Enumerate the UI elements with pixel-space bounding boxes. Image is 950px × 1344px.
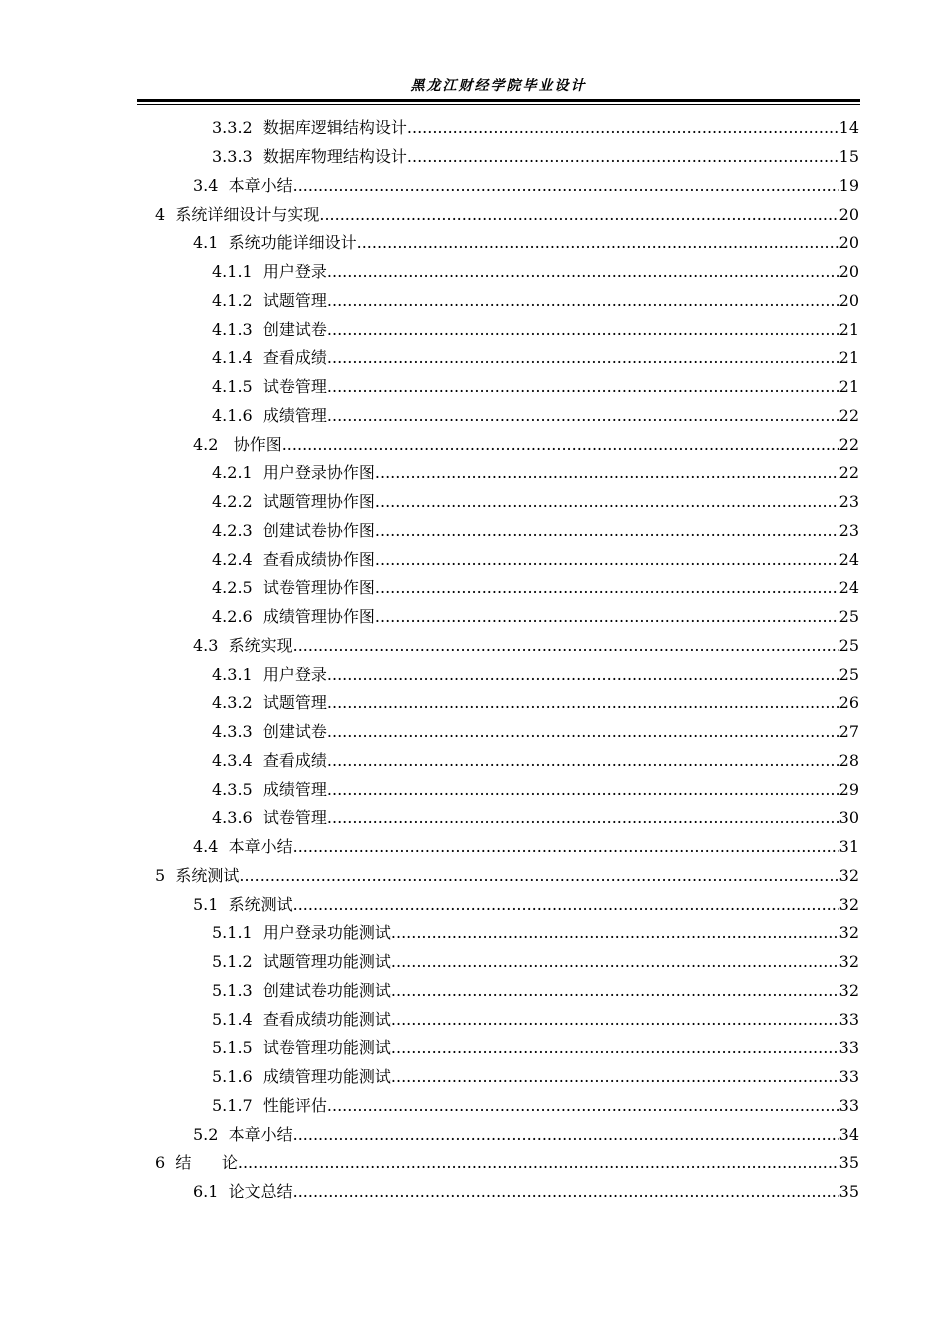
toc-entry[interactable] — [212, 603, 859, 632]
toc-dot-leader — [391, 977, 839, 1005]
toc-entry-page-number: 20 — [838, 233, 859, 253]
toc-entry[interactable] — [212, 545, 859, 574]
toc-dot-leader — [327, 1092, 839, 1120]
toc-entry[interactable] — [212, 1034, 859, 1063]
toc-dot-leader — [327, 373, 839, 401]
toc-entry-page-number: 15 — [838, 147, 859, 167]
toc-dot-leader — [391, 1006, 839, 1034]
toc-entry[interactable] — [212, 718, 859, 747]
toc-entry[interactable] — [212, 373, 859, 402]
toc-entry-label: 4.2.3 创建试卷协作图 — [212, 520, 375, 540]
toc-entry[interactable] — [212, 689, 859, 718]
header-title: 黑龙江财经学院毕业设计 — [410, 78, 587, 94]
toc-entry[interactable] — [212, 747, 859, 776]
toc-entry-page-number: 21 — [838, 377, 859, 397]
toc-entry[interactable] — [212, 143, 859, 172]
toc-entry-label: 5.1.3 创建试卷功能测试 — [212, 980, 391, 1000]
toc-dot-leader — [327, 747, 839, 775]
toc-entry[interactable] — [193, 632, 859, 661]
header-rule — [137, 99, 860, 102]
toc-entry-label: 5.1.1 用户登录功能测试 — [212, 923, 391, 943]
toc-entry[interactable] — [212, 488, 859, 517]
toc-entry[interactable] — [212, 517, 859, 546]
toc-entry-page-number: 23 — [838, 520, 859, 540]
toc-dot-leader — [327, 287, 839, 315]
toc-entry[interactable] — [212, 114, 859, 143]
toc-entry[interactable] — [212, 315, 859, 344]
toc-dot-leader — [293, 833, 839, 861]
toc-entry[interactable] — [212, 574, 859, 603]
toc-entry[interactable] — [212, 1092, 859, 1121]
toc-entry-label: 4.3.1 用户登录 — [212, 664, 327, 684]
toc-dot-leader — [293, 172, 839, 200]
toc-entry-page-number: 33 — [838, 1009, 859, 1029]
toc-dot-leader — [391, 1063, 839, 1091]
toc-entry-label: 5.1.4 查看成绩功能测试 — [212, 1009, 391, 1029]
toc-dot-leader — [293, 632, 839, 660]
toc-entry-page-number: 33 — [838, 1067, 859, 1087]
toc-entry-label: 4.1.2 试题管理 — [212, 290, 327, 310]
toc-entry-label: 6 结 论 — [155, 1153, 238, 1173]
toc-dot-leader — [327, 258, 839, 286]
toc-entry-page-number: 25 — [838, 635, 859, 655]
toc-dot-leader — [375, 488, 839, 516]
toc-entry-page-number: 35 — [838, 1182, 859, 1202]
toc-dot-leader — [327, 718, 839, 746]
toc-entry-page-number: 31 — [838, 837, 859, 857]
toc-entry[interactable] — [212, 660, 859, 689]
toc-entry-page-number: 33 — [838, 1095, 859, 1115]
toc-entry-label: 5.1.7 性能评估 — [212, 1095, 327, 1115]
toc-entry[interactable] — [212, 977, 859, 1006]
toc-entry-page-number: 20 — [838, 204, 859, 224]
toc-entry[interactable] — [212, 919, 859, 948]
toc-dot-leader — [375, 574, 839, 602]
toc-entry-label: 4.3.3 创建试卷 — [212, 722, 327, 742]
toc-dot-leader — [375, 546, 839, 574]
toc-entry-label: 4.2.1 用户登录协作图 — [212, 463, 375, 483]
toc-entry-label: 4.4 本章小结 — [193, 837, 293, 857]
toc-dot-leader — [391, 948, 839, 976]
toc-entry-label: 4.1.4 查看成绩 — [212, 348, 327, 368]
toc-entry[interactable] — [193, 833, 859, 862]
toc-entry[interactable] — [193, 1120, 859, 1149]
toc-entry-label: 4.1 系统功能详细设计 — [193, 233, 357, 253]
toc-entry-page-number: 32 — [838, 865, 859, 885]
toc-dot-leader — [391, 1034, 839, 1062]
toc-entry[interactable] — [193, 172, 859, 201]
toc-entry-label: 4.3 系统实现 — [193, 635, 293, 655]
toc-entry-page-number: 21 — [838, 319, 859, 339]
page-header — [137, 76, 860, 106]
toc-entry-page-number: 32 — [838, 923, 859, 943]
toc-entry[interactable] — [212, 402, 859, 431]
toc-entry[interactable] — [212, 287, 859, 316]
toc-entry-page-number: 14 — [838, 118, 859, 138]
toc-entry[interactable] — [212, 1005, 859, 1034]
toc-entry-label: 5.1 系统测试 — [193, 894, 293, 914]
toc-entry-label: 4.3.6 试卷管理 — [212, 808, 327, 828]
header-rule-thin — [137, 104, 860, 105]
toc-entry-page-number: 34 — [838, 1124, 859, 1144]
toc-entry-label: 3.4 本章小结 — [193, 175, 293, 195]
toc-entry-page-number: 22 — [838, 405, 859, 425]
toc-dot-leader — [327, 402, 839, 430]
toc-entry-page-number: 20 — [838, 262, 859, 282]
toc-entry-page-number: 24 — [838, 549, 859, 569]
toc-entry[interactable] — [212, 258, 859, 287]
toc-dot-leader — [327, 316, 839, 344]
toc-entry-label: 4.3.2 试题管理 — [212, 693, 327, 713]
toc-entry-label: 6.1 论文总结 — [193, 1182, 293, 1202]
toc-entry-label: 4.1.5 试卷管理 — [212, 377, 327, 397]
toc-entry-label: 4.3.4 查看成绩 — [212, 750, 327, 770]
toc-entry-label: 4.2 协作图 — [193, 434, 282, 454]
toc-dot-leader — [375, 459, 839, 487]
toc-dot-leader — [319, 201, 838, 229]
toc-entry-label: 5 系统测试 — [155, 865, 240, 885]
toc-entry-label: 4.1.6 成绩管理 — [212, 405, 327, 425]
toc-entry-label: 4.3.5 成绩管理 — [212, 779, 327, 799]
toc-dot-leader — [375, 603, 839, 631]
toc-dot-leader — [238, 1149, 839, 1177]
toc-entry[interactable] — [212, 948, 859, 977]
toc-dot-leader — [293, 1178, 839, 1206]
toc-dot-leader — [239, 862, 838, 890]
toc-dot-leader — [327, 661, 839, 689]
toc-entry-label: 3.3.2 数据库逻辑结构设计 — [212, 118, 407, 138]
toc-entry-label: 5.1.5 试卷管理功能测试 — [212, 1038, 391, 1058]
toc-dot-leader — [327, 344, 839, 372]
toc-entry[interactable] — [155, 862, 859, 891]
toc-dot-leader — [327, 776, 839, 804]
toc-entry-page-number: 24 — [838, 578, 859, 598]
toc-entry-page-number: 26 — [838, 693, 859, 713]
toc-dot-leader — [327, 689, 839, 717]
toc-entry-page-number: 32 — [838, 952, 859, 972]
toc-entry-label: 4.2.5 试卷管理协作图 — [212, 578, 375, 598]
toc-entry[interactable] — [212, 344, 859, 373]
toc-dot-leader — [391, 919, 839, 947]
toc-entry-label: 3.3.3 数据库物理结构设计 — [212, 147, 407, 167]
toc-entry[interactable] — [193, 890, 859, 919]
toc-entry[interactable] — [212, 775, 859, 804]
toc-entry-label: 4.2.6 成绩管理协作图 — [212, 607, 375, 627]
toc-dot-leader — [293, 1121, 839, 1149]
toc-entry[interactable] — [212, 1063, 859, 1092]
toc-dot-leader — [357, 229, 839, 257]
toc-entry-page-number: 22 — [838, 463, 859, 483]
toc-entry-page-number: 27 — [838, 722, 859, 742]
toc-entry[interactable] — [193, 1178, 859, 1207]
toc-entry-page-number: 32 — [838, 980, 859, 1000]
toc-entry-page-number: 29 — [838, 779, 859, 799]
toc-entry-page-number: 25 — [838, 607, 859, 627]
toc-entry-label: 4.2.4 查看成绩协作图 — [212, 549, 375, 569]
toc-dot-leader — [327, 804, 839, 832]
toc-entry-page-number: 28 — [838, 750, 859, 770]
toc-entry-label: 5.1.2 试题管理功能测试 — [212, 952, 391, 972]
toc-dot-leader — [407, 114, 839, 142]
toc-entry-page-number: 22 — [838, 434, 859, 454]
toc-entry-page-number: 32 — [838, 894, 859, 914]
toc-entry-label: 4.1.1 用户登录 — [212, 262, 327, 282]
toc-entry[interactable] — [212, 804, 859, 833]
toc-entry-page-number: 25 — [838, 664, 859, 684]
toc-dot-leader — [407, 143, 839, 171]
toc-entry-page-number: 21 — [838, 348, 859, 368]
toc-entry[interactable] — [155, 1149, 859, 1178]
toc-entry-label: 5.2 本章小结 — [193, 1124, 293, 1144]
toc-entry[interactable] — [193, 229, 859, 258]
toc-entry-page-number: 23 — [838, 492, 859, 512]
toc-dot-leader — [282, 431, 839, 459]
toc-entry[interactable] — [212, 459, 859, 488]
toc-entry-page-number: 33 — [838, 1038, 859, 1058]
toc-entry-page-number: 20 — [838, 290, 859, 310]
toc-entry-page-number: 19 — [838, 175, 859, 195]
toc-entry-label: 5.1.6 成绩管理功能测试 — [212, 1067, 391, 1087]
toc-entry-label: 4 系统详细设计与实现 — [155, 204, 320, 224]
toc-entry[interactable] — [193, 430, 859, 459]
toc-entry-page-number: 30 — [838, 808, 859, 828]
toc-entry-page-number: 35 — [838, 1153, 859, 1173]
toc-dot-leader — [293, 891, 839, 919]
toc-dot-leader — [375, 517, 839, 545]
toc-entry-label: 4.1.3 创建试卷 — [212, 319, 327, 339]
toc-entry-label: 4.2.2 试题管理协作图 — [212, 492, 375, 512]
toc-entry[interactable] — [155, 200, 859, 229]
